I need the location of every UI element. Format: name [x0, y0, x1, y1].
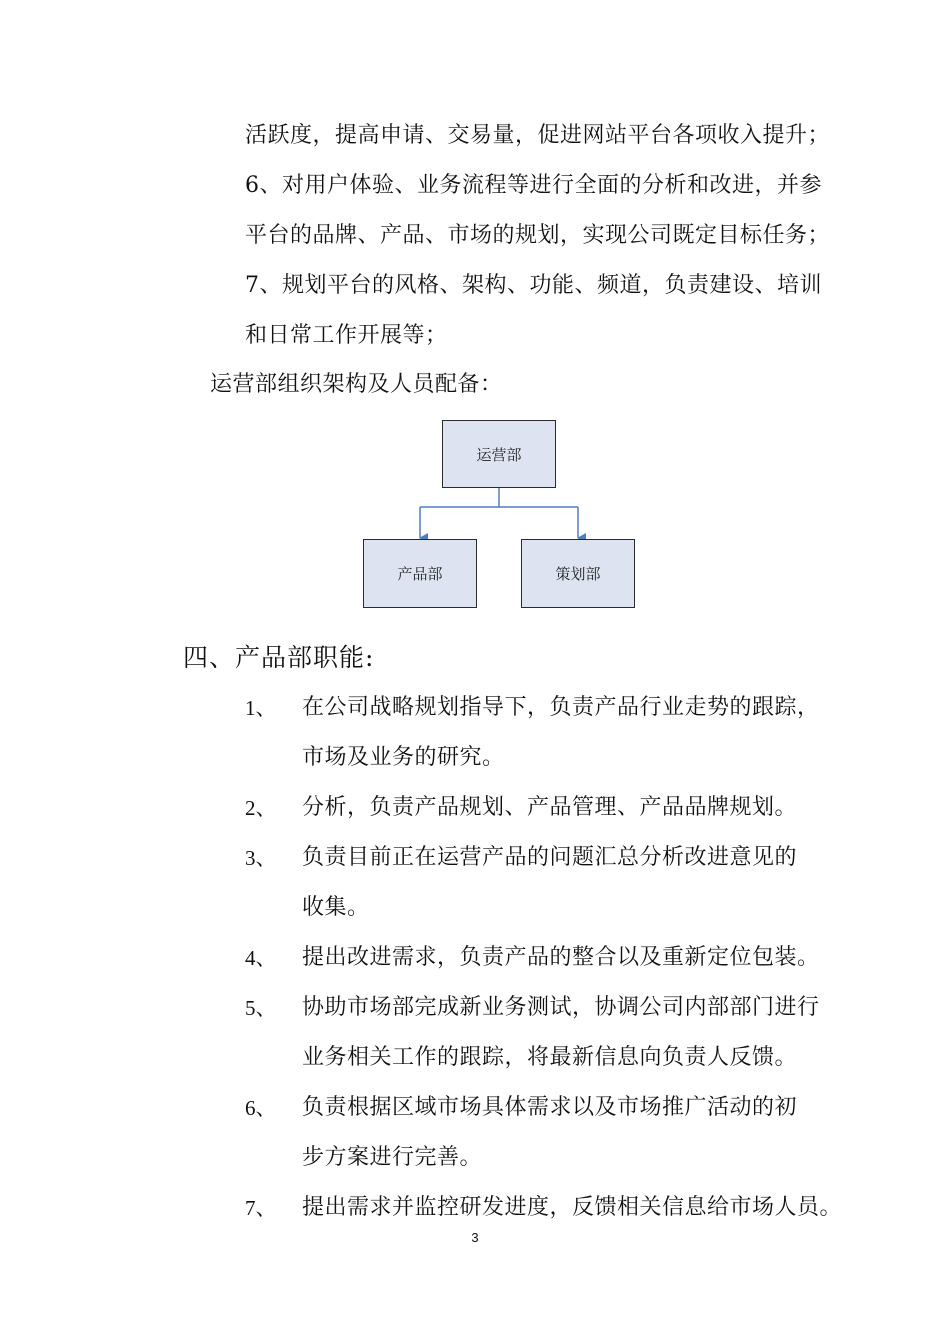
- item-text: 步方案进行完善。: [302, 1145, 483, 1170]
- org-node-root: 运营部: [442, 420, 556, 488]
- intro-line-1: 活跃度，提高申请、交易量，促进网站平台各项收入提升；: [245, 123, 831, 148]
- item-text: 负责根据区域市场具体需求以及市场推广活动的初: [302, 1095, 798, 1120]
- intro-line-3: 平台的品牌、产品、市场的规划，实现公司既定目标任务；: [245, 223, 831, 248]
- page-number: 3: [471, 1230, 479, 1245]
- item-text: 收集。: [302, 895, 370, 920]
- item-number: 6、: [245, 1096, 277, 1120]
- org-chart-caption: 运营部组织架构及人员配备：: [210, 372, 503, 397]
- item-number: 3、: [245, 846, 277, 870]
- item-text: 负责目前正在运营产品的问题汇总分析改进意见的: [302, 845, 798, 870]
- item-text: 业务相关工作的跟踪，将最新信息向负责人反馈。: [302, 1045, 798, 1070]
- section-title: 四、产品部职能:: [183, 643, 375, 672]
- intro-line-5: 和日常工作开展等；: [245, 323, 448, 348]
- org-node-product: 产品部: [363, 539, 477, 608]
- item-text: 提出需求并监控研发进度，反馈相关信息给市场人员。: [302, 1195, 843, 1220]
- item-text: 分析，负责产品规划、产品管理、产品品牌规划。: [302, 795, 798, 820]
- item-number: 5、: [245, 996, 277, 1020]
- item-text: 市场及业务的研究。: [302, 745, 505, 770]
- item-number: 1、: [245, 696, 277, 720]
- item-text: 在公司战略规划指导下，负责产品行业走势的跟踪，: [302, 695, 820, 720]
- item-number: 2、: [245, 796, 277, 820]
- item-text: 协助市场部完成新业务测试，协调公司内部部门进行: [302, 995, 820, 1020]
- intro-line-4: 7、规划平台的风格、架构、功能、频道，负责建设、培训: [245, 273, 822, 298]
- org-node-planning: 策划部: [521, 539, 635, 608]
- item-text: 提出改进需求，负责产品的整合以及重新定位包装。: [302, 945, 820, 970]
- item-number: 4、: [245, 946, 277, 970]
- intro-line-2: 6、对用户体验、业务流程等进行全面的分析和改进，并参: [245, 173, 822, 198]
- item-number: 7、: [245, 1196, 277, 1220]
